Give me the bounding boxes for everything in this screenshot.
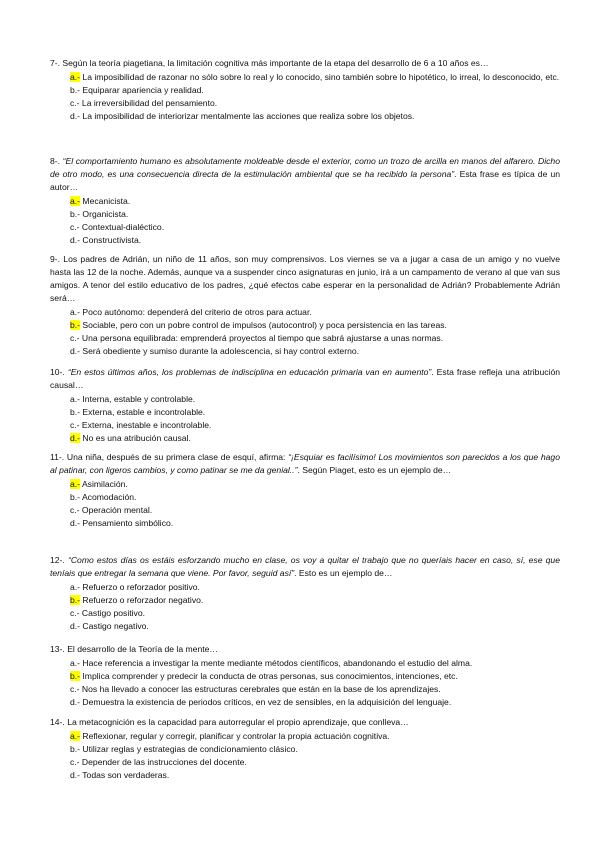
- option-8c: [50, 221, 560, 234]
- option-label: d.-: [70, 235, 81, 245]
- question-10-stem: [50, 366, 560, 392]
- option-label: b.-: [70, 595, 81, 605]
- option-14c: [50, 756, 560, 769]
- option-label: c.-: [70, 420, 80, 430]
- question-12-stem: [50, 554, 560, 580]
- option-text: Interna, estable y controlable.: [80, 394, 196, 404]
- question-10: [50, 366, 560, 445]
- option-7a: [50, 71, 560, 84]
- option-9b: [50, 319, 560, 332]
- option-text: Castigo negativo.: [80, 621, 149, 631]
- option-text: Utilizar reglas y estrategias de condicionamiento clásico.: [80, 744, 298, 754]
- option-10a: [50, 393, 560, 406]
- option-label: d.-: [70, 621, 81, 631]
- option-text: Acomodación.: [80, 492, 137, 502]
- option-label: a.-: [70, 72, 81, 82]
- option-label: d.-: [70, 518, 81, 528]
- option-7d: [50, 110, 560, 123]
- option-label: c.-: [70, 505, 80, 515]
- stem-quote: “¡Esquiar es facilísimo! Los movimientos son parecidos a los que hago al patinar, con ligeros cambios, y como patinar se me da genial..”: [50, 452, 560, 475]
- option-13a: [50, 657, 560, 670]
- question-10-options: [50, 393, 560, 445]
- option-12c: [50, 607, 560, 620]
- option-label: d.-: [70, 111, 81, 121]
- option-11b: [50, 491, 560, 504]
- option-label: d.-: [70, 433, 81, 443]
- stem-suffix: . Esto es un ejemplo de…: [294, 568, 393, 578]
- option-label: c.-: [70, 684, 80, 694]
- option-label: a.-: [70, 658, 81, 668]
- option-text: Implica comprender y predecir la conducta de otras personas, sus conocimientos, intenciones, etc.: [80, 671, 458, 681]
- stem-quote: “Como estos días os estáis esforzando mucho en clase, os voy a quitar el trabajo que no queríais hacer en caso, sí, ese que teníais que entregar la semana que viene. Por favor, seguid así”: [50, 555, 560, 578]
- stem-suffix: . Esta frase refleja una atribución causal…: [50, 367, 561, 390]
- option-text: Operación mental.: [79, 505, 153, 515]
- option-14d: [50, 769, 560, 782]
- stem-suffix: . Según Piaget, esto es un ejemplo de…: [297, 465, 452, 475]
- stem-prefix: 8-.: [50, 156, 63, 166]
- question-13-options: [50, 657, 560, 709]
- option-text: Contextual-dialéctico.: [79, 222, 165, 232]
- option-text: Externa, inestable e incontrolable.: [79, 420, 212, 430]
- option-14a: [50, 730, 560, 743]
- option-label: a.-: [70, 394, 81, 404]
- option-label: b.-: [70, 492, 81, 502]
- question-14-options: [50, 730, 560, 782]
- option-12d: [50, 620, 560, 633]
- option-text: Pensamiento simbólico.: [80, 518, 174, 528]
- option-label: b.-: [70, 85, 81, 95]
- question-11: [50, 451, 560, 530]
- option-label: a.-: [70, 479, 81, 489]
- option-10b: [50, 406, 560, 419]
- option-10d: [50, 432, 560, 445]
- question-8: [50, 155, 560, 247]
- question-9-options: [50, 306, 560, 358]
- option-label: b.-: [70, 209, 81, 219]
- option-9a: [50, 306, 560, 319]
- option-label: d.-: [70, 346, 81, 356]
- stem-quote: “El comportamiento humano es absolutamente moldeable desde el exterior, como un trozo de arcilla en manos del alfarero. Dicho de otro modo, es una consecuencia directa de la estimulación ambiental que se ha recibido la persona”: [50, 156, 560, 179]
- option-label: c.-: [70, 222, 80, 232]
- question-14: [50, 716, 560, 782]
- option-label: c.-: [70, 333, 80, 343]
- option-8b: [50, 208, 560, 221]
- question-7-stem: 7-. Según la teoría piagetiana, la limitación cognitiva más importante de la etapa del desarrollo de 6 a 10 años es…: [50, 58, 489, 68]
- stem-suffix: . Esta frase es típica de un autor…: [50, 169, 561, 192]
- option-13b: [50, 670, 560, 683]
- option-text: Equiparar apariencia y realidad.: [80, 85, 204, 95]
- stem-quote: “En estos últimos años, los problemas de indisciplina en educación primaria van en aumento”: [67, 367, 432, 377]
- option-text: Organicista.: [80, 209, 129, 219]
- option-text: La imposibilidad de razonar no sólo sobre lo real y lo conocido, sino también sobre lo hipotético, lo irreal, lo desconocido, etc.: [80, 72, 560, 82]
- option-text: Reflexionar, regular y corregir, planificar y controlar la propia actuación cognitiva.: [80, 731, 390, 741]
- option-label: b.-: [70, 320, 81, 330]
- stem-prefix: 12-.: [50, 555, 68, 565]
- option-label: d.-: [70, 697, 81, 707]
- option-label: d.-: [70, 770, 81, 780]
- option-13c: [50, 683, 560, 696]
- option-text: Nos ha llevado a conocer las estructuras cerebrales que están en la base de los aprendizajes.: [79, 684, 441, 694]
- option-7b: [50, 84, 560, 97]
- question-13-stem: 13-. El desarrollo de la Teoría de la mente…: [50, 644, 218, 654]
- option-10c: [50, 419, 560, 432]
- option-label: c.-: [70, 608, 80, 618]
- question-7: [50, 57, 560, 123]
- option-text: Será obediente y sumiso durante la adolescencia, si hay control externo.: [80, 346, 360, 356]
- option-text: Externa, estable e incontrolable.: [80, 407, 206, 417]
- option-label: a.-: [70, 582, 81, 592]
- option-8d: [50, 234, 560, 247]
- option-13d: [50, 696, 560, 709]
- option-label: a.-: [70, 731, 81, 741]
- option-text: La imposibilidad de interiorizar mentalmente las acciones que realiza sobre los objetos.: [80, 111, 415, 121]
- option-text: Mecanicista.: [80, 196, 131, 206]
- question-9-stem: 9-. Los padres de Adrián, un niño de 11 años, son muy comprensivos. Los viernes se va a jugar a casa de un amigo y no vuelve hasta las 12 de la noche. Además, aunque va a suspender cinco asignaturas en junio, irá a un campamento de verano al que van sus amigos. A tenor del estilo educativo de los padres, ¿qué efectos cabe esperar en la personalidad de Adrián? Probablemente Adrián será…: [50, 254, 560, 303]
- option-text: Constructivista.: [80, 235, 142, 245]
- option-14b: [50, 743, 560, 756]
- option-9d: [50, 345, 560, 358]
- question-14-stem: 14-. La metacognición es la capacidad para autorregular el propio aprendizaje, que conlleva…: [50, 717, 409, 727]
- option-label: a.-: [70, 196, 81, 206]
- option-text: Poco autónomo: dependerá del criterio de otros para actuar.: [80, 307, 312, 317]
- option-12a: [50, 581, 560, 594]
- question-11-options: [50, 478, 560, 530]
- question-8-stem: [50, 155, 560, 194]
- question-12-options: [50, 581, 560, 633]
- option-text: Hace referencia a investigar la mente mediante métodos científicos, abandonando el estudio del alma.: [80, 658, 473, 668]
- option-text: Demuestra la existencia de periodos críticos, en vez de sensibles, en la adquisición del lenguaje.: [80, 697, 452, 707]
- option-8a: [50, 195, 560, 208]
- option-text: Sociable, pero con un pobre control de impulsos (autocontrol) y poca persistencia en las tareas.: [80, 320, 447, 330]
- option-text: Todas son verdaderas.: [80, 770, 170, 780]
- option-12b: [50, 594, 560, 607]
- option-text: Depender de las instrucciones del docente.: [79, 757, 247, 767]
- option-label: b.-: [70, 744, 81, 754]
- option-label: b.-: [70, 671, 81, 681]
- stem-prefix: 10-.: [50, 367, 68, 377]
- question-8-options: [50, 195, 560, 247]
- option-text: Asimilación.: [80, 479, 128, 489]
- option-7c: [50, 97, 560, 110]
- option-text: La irreversibilidad del pensamiento.: [79, 98, 218, 108]
- stem-prefix: 11-. Una niña, después de su primera clase de esquí, afirma:: [50, 452, 289, 462]
- option-text: Refuerzo o reforzador positivo.: [80, 582, 200, 592]
- option-text: Refuerzo o reforzador negativo.: [80, 595, 204, 605]
- option-label: c.-: [70, 98, 80, 108]
- option-11c: [50, 504, 560, 517]
- question-7-options: [50, 71, 560, 123]
- question-9: [50, 253, 560, 358]
- question-11-stem: [50, 451, 560, 477]
- option-label: a.-: [70, 307, 81, 317]
- option-11d: [50, 517, 560, 530]
- option-label: c.-: [70, 757, 80, 767]
- option-9c: [50, 332, 560, 345]
- option-text: Castigo positivo.: [79, 608, 145, 618]
- option-11a: [50, 478, 560, 491]
- option-text: Una persona equilibrada: emprenderá proyectos al tiempo que sabrá ajustarse a unas normas.: [79, 333, 444, 343]
- option-text: No es una atribución causal.: [80, 433, 191, 443]
- question-12: [50, 554, 560, 633]
- question-13: [50, 643, 560, 709]
- option-label: b.-: [70, 407, 81, 417]
